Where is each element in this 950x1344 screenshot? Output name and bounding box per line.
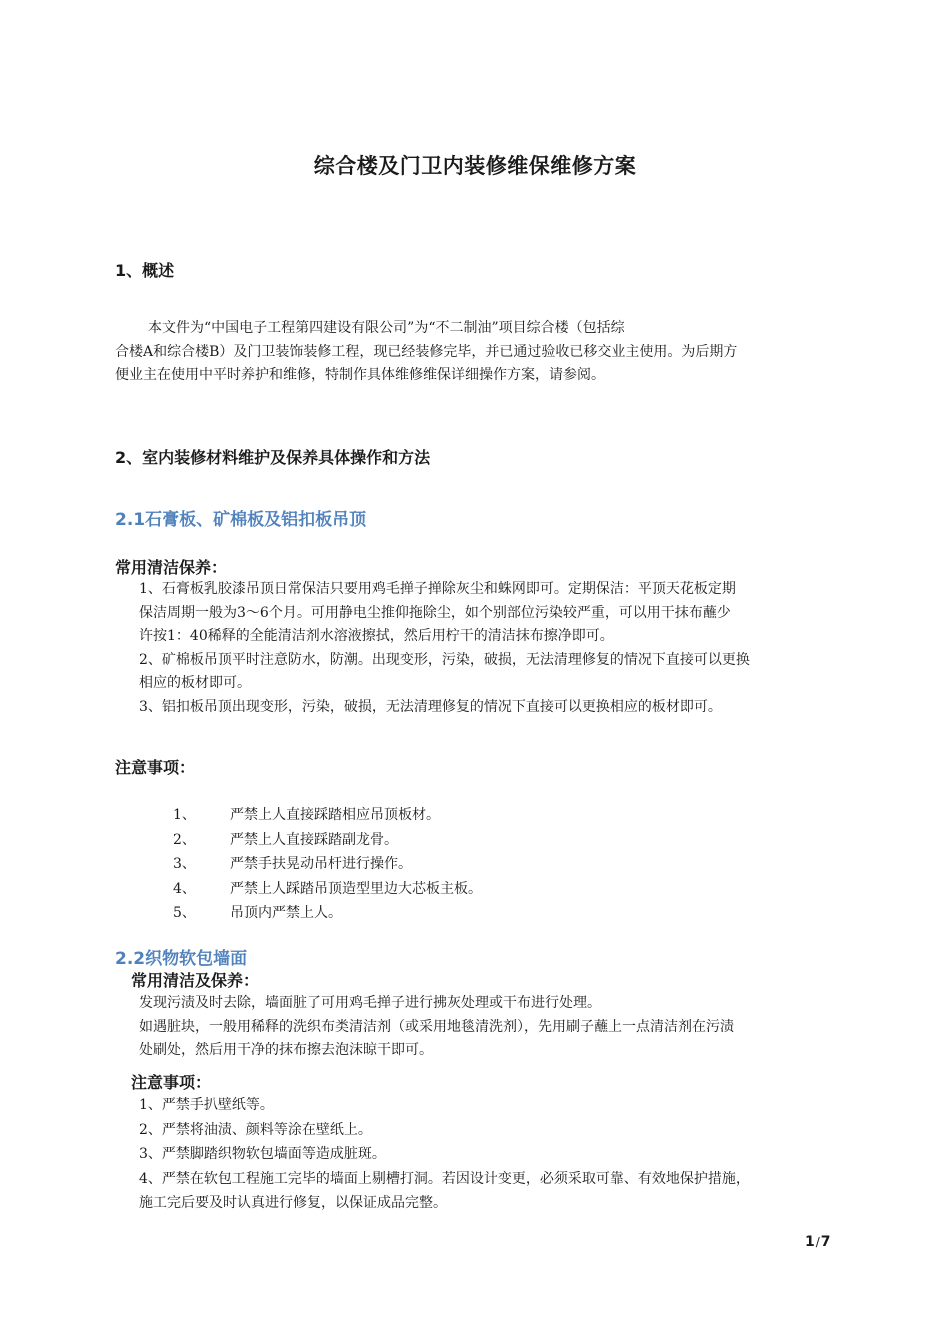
paragraph-line: 相应的板材即可。: [139, 675, 251, 691]
list-number: 5、: [173, 905, 196, 921]
list-item: 2、严禁将油渍、颜料等涂在壁纸上。: [139, 1121, 372, 1138]
list-item: [173, 852, 482, 877]
section-2-1-cleaning-text: [139, 578, 750, 719]
section-2-2-notes-list: [139, 1093, 750, 1216]
paragraph-line: 合楼A和综合楼B）及门卫装饰装修工程，现已经装修完毕，并已通过验收已移交业主使用。为后期方: [115, 343, 738, 360]
list-item: 4、严禁在软包工程施工完毕的墙面上剔槽打洞。若因设计变更，必须采取可靠、有效地保护措施，: [139, 1170, 750, 1187]
list-item: [173, 877, 482, 902]
list-item: 1、严禁手扒壁纸等。: [139, 1097, 274, 1113]
paragraph-line: 如遇脏块，一般用稀释的洗织布类清洁剂（或采用地毯清洗剂），先用刷子蘸上一点清洁剂在污渍: [139, 1018, 734, 1035]
paragraph-line: 发现污渍及时去除，墙面脏了可用鸡毛掸子进行拂灰处理或干布进行处理。: [139, 995, 601, 1011]
notes-title: 注意事项：: [131, 1073, 212, 1092]
paragraph-line: 处刷处，然后用干净的抹布擦去泡沫晾干即可。: [139, 1042, 433, 1058]
list-text: 严禁上人直接踩踏相应吊顶板材。: [230, 807, 440, 823]
document-title: 综合楼及门卫内装修维保维修方案: [313, 154, 637, 178]
section-2-1-heading: 2.1石膏板、矿棉板及铝扣板吊顶: [115, 510, 367, 530]
section-2-2-heading: 2.2织物软包墙面: [115, 949, 248, 969]
paragraph-line: 本文件为“中国电子工程第四建设有限公司”为“不二制油”项目综合楼（包括综: [148, 320, 625, 336]
paragraph-line: 3、铝扣板吊顶出现变形，污染，破损，无法清理修复的情况下直接可以更换相应的板材即可。: [139, 698, 722, 715]
paragraph-line: 便业主在使用中平时养护和维修，特制作具体维修维保详细操作方案，请参阅。: [115, 367, 605, 383]
list-item: [173, 828, 482, 853]
notes-title: 注意事项：: [115, 758, 196, 777]
section-1-heading: 1、概述: [115, 261, 175, 280]
list-item: [173, 803, 482, 828]
list-item: [173, 901, 482, 926]
cleaning-title: 常用清洁保养：: [115, 558, 228, 577]
list-text: 严禁上人直接踩踏副龙骨。: [230, 831, 398, 848]
page-number: [805, 1234, 831, 1250]
page-separator: /: [815, 1235, 820, 1249]
list-number: 2、: [173, 831, 196, 848]
list-text: 吊顶内严禁上人。: [230, 905, 342, 921]
list-text: 严禁手扶晃动吊杆进行操作。: [230, 856, 412, 872]
paragraph-line: 1、石膏板乳胶漆吊顶日常保洁只要用鸡毛掸子掸除灰尘和蛛网即可。定期保洁：平顶天花板定期: [139, 581, 736, 597]
list-number: 4、: [173, 880, 196, 897]
list-item: 3、严禁脚踏织物软包墙面等造成脏斑。: [139, 1146, 386, 1162]
current-page: 1: [805, 1234, 815, 1250]
list-number: 1、: [173, 807, 196, 823]
paragraph-line: 2、矿棉板吊顶平时注意防水，防潮。出现变形，污染，破损，无法清理修复的情况下直接可以更换: [139, 651, 750, 668]
section-2-heading: 2、室内装修材料维护及保养具体操作和方法: [115, 448, 431, 467]
paragraph-line: 许按1：40稀释的全能清洁剂水溶液擦拭，然后用柠干的清洁抹布擦净即可。: [139, 628, 614, 644]
section-2-1-notes-list: [173, 803, 482, 926]
section-2-2-cleaning-text: [139, 992, 734, 1063]
list-item: 施工完后要及时认真进行修复，以保证成品完整。: [139, 1195, 447, 1211]
paragraph-line: 保洁周期一般为3～6个月。可用静电尘推仰拖除尘，如个别部位污染较严重，可以用干抹布蘸少: [139, 604, 731, 621]
list-number: 3、: [173, 856, 196, 872]
section-1-paragraph: [115, 317, 737, 388]
total-pages: 7: [820, 1234, 831, 1250]
list-text: 严禁上人踩踏吊顶造型里边大芯板主板。: [230, 880, 482, 897]
cleaning-title: 常用清洁及保养：: [131, 971, 260, 990]
